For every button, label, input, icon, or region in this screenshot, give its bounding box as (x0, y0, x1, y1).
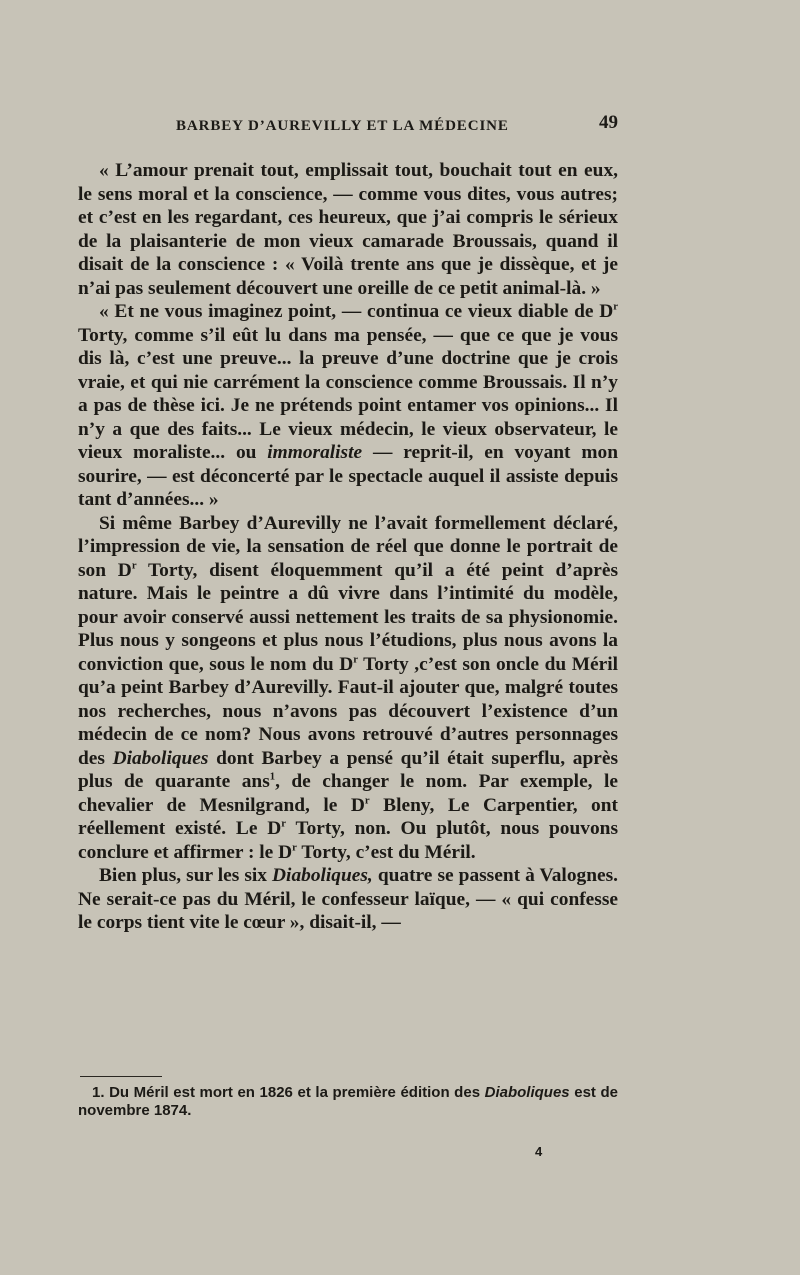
footnote-divider (80, 1076, 162, 1077)
footnote (78, 1084, 618, 1120)
text-run: Torty, non. Ou plutôt, nous pouvons conclure et affirmer : le D (78, 818, 618, 863)
text-run: Bien plus, sur les six (99, 865, 273, 886)
text-run: dont Barbey a pensé qu’il était superflu, après plus de quarante ans (78, 747, 618, 792)
italic-text: Diaboliques, (272, 865, 373, 886)
text-run: Torty ,c’est son oncle du Méril qu’a peint Barbey d’Aurevilly. Faut-il ajouter que, malgré toutes nos recherches, nous n’avons pas découvert l’existence d’un médecin de ce nom? Nous avons retrouvé d’autres personnages des (78, 653, 618, 769)
superscript: r (281, 817, 287, 830)
superscript: r (353, 653, 358, 666)
text-run: Torty, c’est du Méril. (296, 841, 476, 863)
italic-text: immoraliste (267, 442, 363, 463)
text-run: Bleny, Le Carpentier, ont réellement existé. Le D (78, 794, 618, 839)
page-header (78, 112, 618, 142)
text-run: , de changer le nom. Par exemple, le chevalier de Mesnilgrand, le D (78, 771, 618, 816)
body-text (78, 159, 618, 935)
paragraph (78, 512, 618, 865)
superscript: r (131, 559, 137, 572)
paragraph (78, 159, 618, 300)
paragraph (78, 300, 618, 512)
footnote-text (78, 1084, 618, 1120)
text-run: 1. Du Méril est mort en 1826 et la première édition des (92, 1084, 485, 1101)
superscript: r (292, 841, 297, 854)
superscript: r (364, 794, 370, 807)
text-run: est de novembre 1874. (78, 1084, 618, 1119)
signature-mark: 4 (535, 1144, 543, 1159)
text-run: — reprit-il, en voyant mon sourire, — est déconcerté par le spectacle auquel il assiste depuis tant d’années... » (78, 442, 618, 510)
italic-text: Diaboliques (484, 1084, 570, 1101)
page-number: 49 (599, 112, 618, 133)
text-run: « Et ne vous imaginez point, — continua ce vieux diable de D (99, 301, 614, 322)
italic-text: Diaboliques (112, 747, 209, 769)
text-run: quatre se passent à Valognes. Ne serait-ce pas du Méril, le confesseur laïque, — « qui confesse le corps tient vite le cœur », disait-il, — (78, 865, 618, 933)
text-run: Si même Barbey d’Aurevilly ne l’avait formellement déclaré, l’impression de vie, la sensation de réel que donne le portrait de son D (78, 512, 618, 581)
paragraph (78, 864, 618, 935)
text-run: « L’amour prenait tout, emplissait tout, bouchait tout en eux, le sens moral et la conscience, — comme vous dites, vous autres; et c’est en les regardant, ces heureux, que j’ai compris le sérieux de la plaisanterie de mon vieux camarade Broussais, quand il disait de la conscience : « Voilà trente ans que je dissèque, et je n’ai pas seulement découvert une oreille de ce petit animal-là. » (78, 160, 618, 299)
superscript: r (613, 300, 618, 313)
footnote-marker: 1 (269, 770, 276, 783)
text-run: Torty, comme s’il eût lu dans ma pensée, — que ce que je vous dis là, c’est une preuve... la preuve d’une doctrine que je crois vraie, et qui nie carrément la conscience comme Broussais. Il n’y a pas de thèse ici. Je ne prétends point entamer vos opinions... Il n’y a que des faits... Le vieux médecin, le vieux observateur, le vieux moraliste... ou (78, 324, 618, 463)
text-run: Torty, disent éloquemment qu’il a été peint d’après nature. Mais le peintre a dû vivre dans l’intimité du modèle, pour avoir conservé aussi nettement les traits de sa physionomie. Plus nous y songeons et plus nous l’étudions, plus nous avons la conviction que, sous le nom du D (78, 559, 618, 675)
running-title: BARBEY D’AUREVILLY ET LA MÉDECINE (176, 118, 509, 134)
